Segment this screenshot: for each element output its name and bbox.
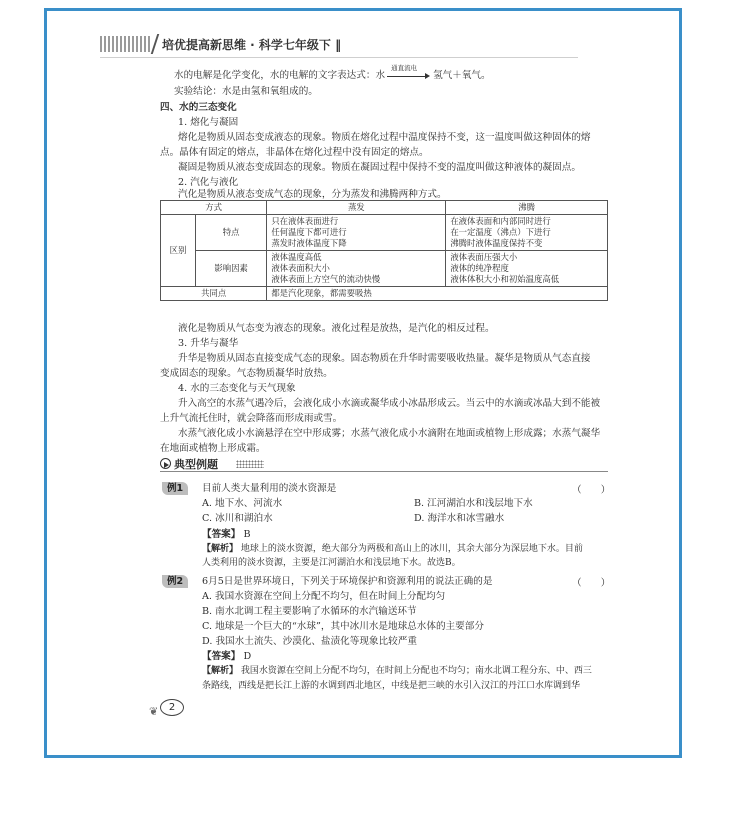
analysis-text: 我国水资源在空间上分配不均匀，在时间上分配也不均匀；南水北调工程分东、中、西三	[240, 666, 592, 676]
boil-factor-line: 液体表面压强大小	[450, 252, 518, 262]
analysis-text: 地球上的淡水资源，绝大部分为两极和高山上的冰川，其余大部分为深层地下水。目前	[240, 544, 583, 554]
table-row-factor	[161, 251, 608, 287]
example-2-option-a: A. 我国水资源在空间上分配不均匀，但在时间上分配均匀	[202, 591, 446, 602]
answer-label: 【答案】	[202, 651, 241, 662]
paragraph-freezing: 凝固是物质从液态变成固态的现象。物质在凝固过程中保持不变的温度叫做这种液体的凝固点。	[178, 162, 581, 173]
boil-feature-line: 在一定温度（沸点）下进行	[450, 227, 551, 237]
arrow-shaft	[387, 76, 427, 77]
example-2-option-c: C. 地球是一个巨大的“水球”，其中冰川水是地球总水体的主要部分	[202, 621, 484, 632]
table-cell-common: 都是汽化现象，都需要吸热	[267, 287, 608, 301]
paragraph-weather-1: 升入高空的水蒸气遇冷后，会液化成小水滴或凝华成小冰晶形成云。当云中的水滴或冰晶大到不能被	[178, 398, 601, 409]
example-2-analysis-2: 条路线，西线是把长江上游的水调到西北地区，中线是把三峡的水引入汉江的丹江口水库调到华	[202, 681, 581, 691]
evap-feature-line: 任何温度下都可进行	[271, 227, 347, 237]
arrow-head-icon	[425, 73, 430, 79]
arrow-condition: 通直流电	[391, 63, 418, 72]
table-header-row	[161, 201, 608, 215]
play-circle-icon	[160, 458, 171, 469]
boil-feature-line: 沸腾时液体温度保持不变	[450, 238, 543, 248]
example-2-option-b: B. 南水北调工程主要影响了水循环的水汽输送环节	[202, 606, 417, 617]
example-2-answer-blank: （ ）	[572, 578, 611, 589]
page-number: 2	[160, 699, 184, 716]
paragraph-sublimation-1: 升华是物质从固态直接变成气态的现象。固态物质在升华时需要吸收热量。凝华是物质从气态直接	[178, 353, 591, 364]
example-1-question: 目前人类大量利用的淡水资源是	[202, 483, 337, 494]
page-number-badge	[149, 697, 189, 721]
example-1-option-c: C. 冰川和湖泊水	[202, 513, 273, 524]
table-cell-evap-feature	[267, 215, 446, 251]
boil-feature-line: 在液体表面和内部同时进行	[450, 216, 551, 226]
example-1-answer	[202, 528, 251, 541]
header-rule	[100, 57, 578, 58]
typical-examples-header	[160, 457, 608, 472]
answer-value: B	[243, 529, 251, 540]
electrolysis-line	[174, 63, 491, 82]
analysis-label: 【解析】	[202, 544, 239, 554]
table-row-label-difference: 区别	[161, 215, 196, 287]
example-1-analysis-1	[202, 543, 583, 556]
table-row-label-feature: 特点	[196, 215, 267, 251]
example-1-tag: 例1	[162, 482, 188, 495]
section-rule	[160, 471, 608, 472]
section-title: 典型例题	[174, 458, 218, 471]
evaporation-boiling-table	[160, 200, 608, 301]
example-2-option-d: D. 我国水土流失、沙漠化、盐渍化等现象比较严重	[202, 636, 417, 647]
example-2-tag: 例2	[162, 575, 188, 588]
table-row-feature	[161, 215, 608, 251]
electrolysis-prefix: 水的电解是化学变化，水的电解的文字表达式：水	[174, 70, 386, 81]
boil-factor-line: 液体的纯净程度	[450, 263, 509, 273]
table-row-label-common: 共同点	[161, 287, 267, 301]
running-header	[100, 34, 342, 56]
boil-factor-line: 液体体积大小和初始温度高低	[450, 274, 560, 284]
example-2-answer	[202, 650, 251, 663]
subheading-melting: 1. 熔化与凝固	[178, 117, 239, 128]
subheading-weather: 4. 水的三态变化与天气现象	[178, 383, 296, 394]
example-1-option-a: A. 地下水、河流水	[202, 498, 283, 509]
paragraph-vaporization: 汽化是物质从液态变成气态的现象，分为蒸发和沸腾两种方式。	[178, 189, 447, 200]
section-heading: 四、水的三态变化	[160, 102, 237, 113]
example-1-analysis-2: 人类利用的淡水资源，主要是江河湖泊水和浅层地下水。故选B。	[202, 558, 461, 568]
subheading-sublimation: 3. 升华与凝华	[178, 338, 239, 349]
paragraph-weather-3: 水蒸气液化成小水滴悬浮在空中形成雾；水蒸气液化成小水滴附在地面或植物上形成露；水蒸气凝华	[178, 428, 601, 439]
evap-factor-line: 液体表面积大小	[271, 263, 330, 273]
header-stripes	[100, 36, 152, 52]
paragraph-melting-2: 点。晶体有固定的熔点，非晶体在熔化过程中没有固定的熔点。	[160, 147, 429, 158]
header-divider	[151, 34, 159, 54]
paragraph-sublimation-2: 变成固态的现象。气态物质凝华时放热。	[160, 368, 333, 379]
table-row-common	[161, 287, 608, 301]
table-cell-boil-feature	[446, 215, 608, 251]
play-triangle-icon	[164, 462, 169, 468]
paragraph-liquefaction: 液化是物质从气态变为液态的现象。液化过程是放热，是汽化的相反过程。	[178, 323, 495, 334]
paragraph-weather-4: 在地面或植物上形成霜。	[160, 443, 266, 454]
example-1-option-b: B. 江河湖泊水和浅层地下水	[414, 498, 533, 509]
reaction-arrow	[387, 63, 431, 82]
leaf-icon: ❦	[149, 705, 159, 718]
table-header-boiling: 沸腾	[446, 201, 608, 215]
dot-grid-icon	[236, 460, 264, 468]
paragraph-weather-2: 上升气流托住时，就会降落而形成雨或雪。	[160, 413, 343, 424]
table-cell-evap-factor	[267, 251, 446, 287]
answer-value: D	[243, 651, 252, 662]
header-title: 培优提高新思维 · 科学七年级下 ‖	[162, 38, 342, 52]
table-row-label-factor: 影响因素	[196, 251, 267, 287]
evap-factor-line: 液体温度高低	[271, 252, 322, 262]
answer-label: 【答案】	[202, 529, 241, 540]
evap-factor-line: 液体表面上方空气的流动快慢	[271, 274, 381, 284]
example-2-question: 6月5日是世界环境日，下列关于环境保护和资源利用的说法正确的是	[202, 576, 493, 587]
table-header-evaporation: 蒸发	[267, 201, 446, 215]
table-cell-boil-factor	[446, 251, 608, 287]
subheading-vaporization: 2. 汽化与液化	[178, 177, 239, 188]
example-2-analysis-1	[202, 665, 592, 678]
paragraph-melting-1: 熔化是物质从固态变成液态的现象。物质在熔化过程中温度保持不变，这一温度叫做这种固体的熔	[178, 132, 591, 143]
example-1-answer-blank: （ ）	[572, 485, 611, 496]
analysis-label: 【解析】	[202, 666, 239, 676]
example-1-option-d: D. 海洋水和冰雪融水	[414, 513, 505, 524]
evap-feature-line: 只在液体表面进行	[271, 216, 339, 226]
table-header-method: 方式	[161, 201, 267, 215]
experiment-conclusion: 实验结论：水是由氢和氧组成的。	[174, 86, 318, 97]
evap-feature-line: 蒸发时液体温度下降	[271, 238, 347, 248]
electrolysis-suffix: 氢气＋氧气。	[433, 70, 491, 81]
